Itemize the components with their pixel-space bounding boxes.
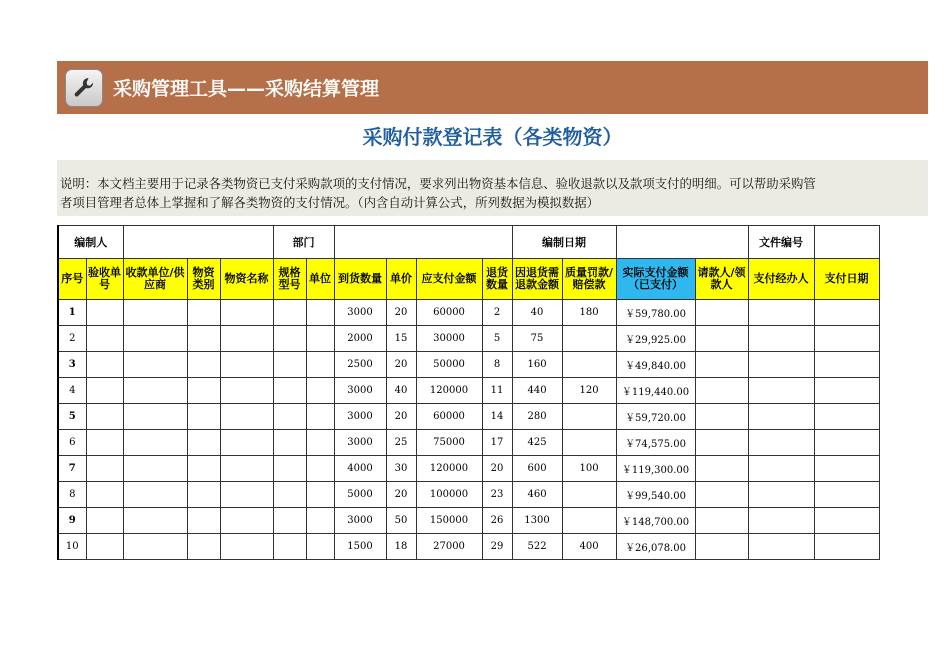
cell-seq: 7 [58,456,86,482]
cell-penalty [562,430,616,456]
cell-receipt-no[interactable] [86,352,123,378]
table-row [58,534,879,560]
col-payee: 收款单位/供应商 [123,259,187,300]
cell-pay-date[interactable] [814,430,879,456]
cell-qty: 3000 [334,378,386,404]
col-receipt-no: 验收单号 [86,259,123,300]
cell-name[interactable] [220,352,273,378]
cell-requester[interactable] [695,300,748,326]
cell-requester[interactable] [695,456,748,482]
cell-return-qty: 29 [482,534,512,560]
cell-handler[interactable] [748,352,814,378]
cell-payable: 27000 [416,534,482,560]
cell-pay-date[interactable] [814,456,879,482]
cell-category[interactable] [187,404,220,430]
cell-payable: 60000 [416,300,482,326]
cell-unit[interactable] [306,456,334,482]
cell-name[interactable] [220,300,273,326]
cell-return-qty: 17 [482,430,512,456]
cell-handler[interactable] [748,508,814,534]
cell-unit[interactable] [306,326,334,352]
col-seq: 序号 [58,259,86,300]
cell-category[interactable] [187,508,220,534]
cell-payable: 50000 [416,352,482,378]
cell-payable: 120000 [416,456,482,482]
file-no-value[interactable] [814,226,879,259]
cell-category[interactable] [187,300,220,326]
cell-seq: 9 [58,508,86,534]
cell-name[interactable] [220,482,273,508]
cell-name[interactable] [220,378,273,404]
department-label: 部门 [273,226,334,259]
cell-pay-date[interactable] [814,508,879,534]
cell-handler[interactable] [748,430,814,456]
table-row [58,326,879,352]
cell-qty: 3000 [334,508,386,534]
col-penalty: 质量罚款/赔偿款 [562,259,616,300]
cell-unit[interactable] [306,508,334,534]
table-row [58,378,879,404]
cell-category[interactable] [187,326,220,352]
date-value[interactable] [616,226,748,259]
col-refund: 因退货需退款金额 [512,259,562,300]
cell-penalty [562,326,616,352]
date-label: 编制日期 [512,226,616,259]
cell-category[interactable] [187,534,220,560]
cell-spec[interactable] [273,352,306,378]
cell-seq: 8 [58,482,86,508]
cell-payee[interactable] [123,326,187,352]
cell-payee[interactable] [123,456,187,482]
cell-return-qty: 23 [482,482,512,508]
cell-spec[interactable] [273,404,306,430]
preparer-value[interactable] [123,226,273,259]
cell-unit[interactable] [306,352,334,378]
preparer-label: 编制人 [58,226,123,259]
cell-refund: 600 [512,456,562,482]
cell-qty: 2000 [334,326,386,352]
cell-seq: 10 [58,534,86,560]
cell-receipt-no[interactable] [86,404,123,430]
cell-penalty: 120 [562,378,616,404]
cell-name[interactable] [220,534,273,560]
cell-category[interactable] [187,456,220,482]
cell-return-qty: 14 [482,404,512,430]
cell-category[interactable] [187,378,220,404]
table-row [58,430,879,456]
payment-register-table [57,225,880,560]
cell-unit[interactable] [306,482,334,508]
cell-penalty: 180 [562,300,616,326]
cell-pay-date[interactable] [814,482,879,508]
cell-actual: ￥29,925.00 [616,326,695,352]
cell-qty: 1500 [334,534,386,560]
cell-seq: 1 [58,300,86,326]
table-row [58,482,879,508]
cell-unit[interactable] [306,404,334,430]
col-category: 物资类别 [187,259,220,300]
col-price: 单价 [386,259,416,300]
cell-penalty [562,404,616,430]
cell-price: 50 [386,508,416,534]
cell-requester[interactable] [695,430,748,456]
cell-price: 20 [386,352,416,378]
cell-seq: 6 [58,430,86,456]
description-box [57,160,928,216]
cell-actual: ￥119,440.00 [616,378,695,404]
col-handler: 支付经办人 [748,259,814,300]
cell-seq: 2 [58,326,86,352]
cell-spec[interactable] [273,482,306,508]
cell-unit[interactable] [306,378,334,404]
cell-refund: 75 [512,326,562,352]
col-pay-date: 支付日期 [814,259,879,300]
cell-qty: 3000 [334,430,386,456]
cell-return-qty: 20 [482,456,512,482]
cell-actual: ￥99,540.00 [616,482,695,508]
cell-spec[interactable] [273,378,306,404]
cell-payable: 100000 [416,482,482,508]
cell-category[interactable] [187,430,220,456]
cell-return-qty: 8 [482,352,512,378]
cell-payee[interactable] [123,300,187,326]
cell-handler[interactable] [748,326,814,352]
cell-qty: 5000 [334,482,386,508]
cell-actual: ￥148,700.00 [616,508,695,534]
banner [57,61,928,114]
cell-refund: 160 [512,352,562,378]
wrench-icon [65,69,103,107]
cell-spec[interactable] [273,456,306,482]
cell-receipt-no[interactable] [86,508,123,534]
cell-return-qty: 5 [482,326,512,352]
cell-seq: 4 [58,378,86,404]
cell-refund: 280 [512,404,562,430]
cell-payable: 150000 [416,508,482,534]
cell-refund: 460 [512,482,562,508]
cell-pay-date[interactable] [814,378,879,404]
cell-actual: ￥59,780.00 [616,300,695,326]
cell-return-qty: 2 [482,300,512,326]
cell-price: 20 [386,300,416,326]
cell-payee[interactable] [123,430,187,456]
cell-return-qty: 11 [482,378,512,404]
cell-name[interactable] [220,456,273,482]
cell-penalty: 100 [562,456,616,482]
cell-price: 25 [386,430,416,456]
cell-pay-date[interactable] [814,534,879,560]
department-value[interactable] [334,226,512,259]
cell-spec[interactable] [273,326,306,352]
cell-name[interactable] [220,508,273,534]
header-row [58,259,879,300]
table-row [58,352,879,378]
cell-actual: ￥26,078.00 [616,534,695,560]
table-row [58,300,879,326]
cell-requester[interactable] [695,534,748,560]
cell-refund: 1300 [512,508,562,534]
cell-payee[interactable] [123,352,187,378]
cell-actual: ￥74,575.00 [616,430,695,456]
cell-penalty [562,482,616,508]
cell-receipt-no[interactable] [86,378,123,404]
cell-name[interactable] [220,404,273,430]
cell-payee[interactable] [123,508,187,534]
file-no-label: 文件编号 [748,226,814,259]
cell-payee[interactable] [123,404,187,430]
meta-row [58,226,879,259]
cell-spec[interactable] [273,430,306,456]
cell-qty: 3000 [334,300,386,326]
table-body [58,300,879,560]
col-spec: 规格型号 [273,259,306,300]
cell-actual: ￥59,720.00 [616,404,695,430]
cell-handler[interactable] [748,404,814,430]
cell-refund: 425 [512,430,562,456]
table-row [58,404,879,430]
cell-penalty [562,352,616,378]
document-title: 采购付款登记表（各类物资） [362,125,623,149]
cell-payable: 60000 [416,404,482,430]
cell-seq: 3 [58,352,86,378]
cell-actual: ￥49,840.00 [616,352,695,378]
cell-return-qty: 26 [482,508,512,534]
cell-receipt-no[interactable] [86,430,123,456]
cell-payee[interactable] [123,482,187,508]
cell-requester[interactable] [695,482,748,508]
cell-name[interactable] [220,326,273,352]
col-requester: 请款人/领款人 [695,259,748,300]
description-line-1: 说明：本文档主要用于记录各类物资已支付采购款项的支付情况，要求列出物资基本信息、验收退款以及款项支付的明细。可以帮助采购管 [60,176,816,191]
cell-price: 30 [386,456,416,482]
cell-handler[interactable] [748,534,814,560]
cell-qty: 3000 [334,404,386,430]
col-unit: 单位 [306,259,334,300]
cell-requester[interactable] [695,508,748,534]
cell-unit[interactable] [306,430,334,456]
cell-spec[interactable] [273,508,306,534]
cell-penalty [562,508,616,534]
col-payable: 应支付金额 [416,259,482,300]
cell-pay-date[interactable] [814,404,879,430]
cell-spec[interactable] [273,300,306,326]
cell-qty: 4000 [334,456,386,482]
cell-refund: 440 [512,378,562,404]
cell-qty: 2500 [334,352,386,378]
cell-requester[interactable] [695,404,748,430]
cell-spec[interactable] [273,534,306,560]
cell-payable: 120000 [416,378,482,404]
cell-refund: 522 [512,534,562,560]
cell-pay-date[interactable] [814,352,879,378]
col-name: 物资名称 [220,259,273,300]
cell-requester[interactable] [695,326,748,352]
cell-unit[interactable] [306,534,334,560]
cell-unit[interactable] [306,300,334,326]
cell-handler[interactable] [748,300,814,326]
cell-handler[interactable] [748,456,814,482]
cell-actual: ￥119,300.00 [616,456,695,482]
cell-handler[interactable] [748,482,814,508]
cell-penalty: 400 [562,534,616,560]
cell-price: 18 [386,534,416,560]
cell-requester[interactable] [695,378,748,404]
col-actual: 实际支付金额（已支付） [616,259,695,300]
cell-receipt-no[interactable] [86,300,123,326]
col-qty: 到货数量 [334,259,386,300]
cell-category[interactable] [187,482,220,508]
description-line-2: 者项目管理者总体上掌握和了解各类物资的支付情况。（内含自动计算公式，所列数据为模拟数据） [60,195,599,210]
table-row [58,456,879,482]
cell-seq: 5 [58,404,86,430]
cell-receipt-no[interactable] [86,456,123,482]
cell-category[interactable] [187,352,220,378]
table-row [58,508,879,534]
cell-price: 40 [386,378,416,404]
cell-price: 20 [386,482,416,508]
cell-receipt-no[interactable] [86,482,123,508]
cell-payee[interactable] [123,534,187,560]
cell-refund: 40 [512,300,562,326]
cell-pay-date[interactable] [814,326,879,352]
banner-title: 采购管理工具——采购结算管理 [113,78,380,100]
cell-receipt-no[interactable] [86,326,123,352]
cell-payable: 30000 [416,326,482,352]
cell-payable: 75000 [416,430,482,456]
cell-price: 20 [386,404,416,430]
col-return-qty: 退货数量 [482,259,512,300]
cell-receipt-no[interactable] [86,534,123,560]
cell-handler[interactable] [748,378,814,404]
cell-payee[interactable] [123,378,187,404]
cell-price: 15 [386,326,416,352]
cell-name[interactable] [220,430,273,456]
cell-requester[interactable] [695,352,748,378]
cell-pay-date[interactable] [814,300,879,326]
